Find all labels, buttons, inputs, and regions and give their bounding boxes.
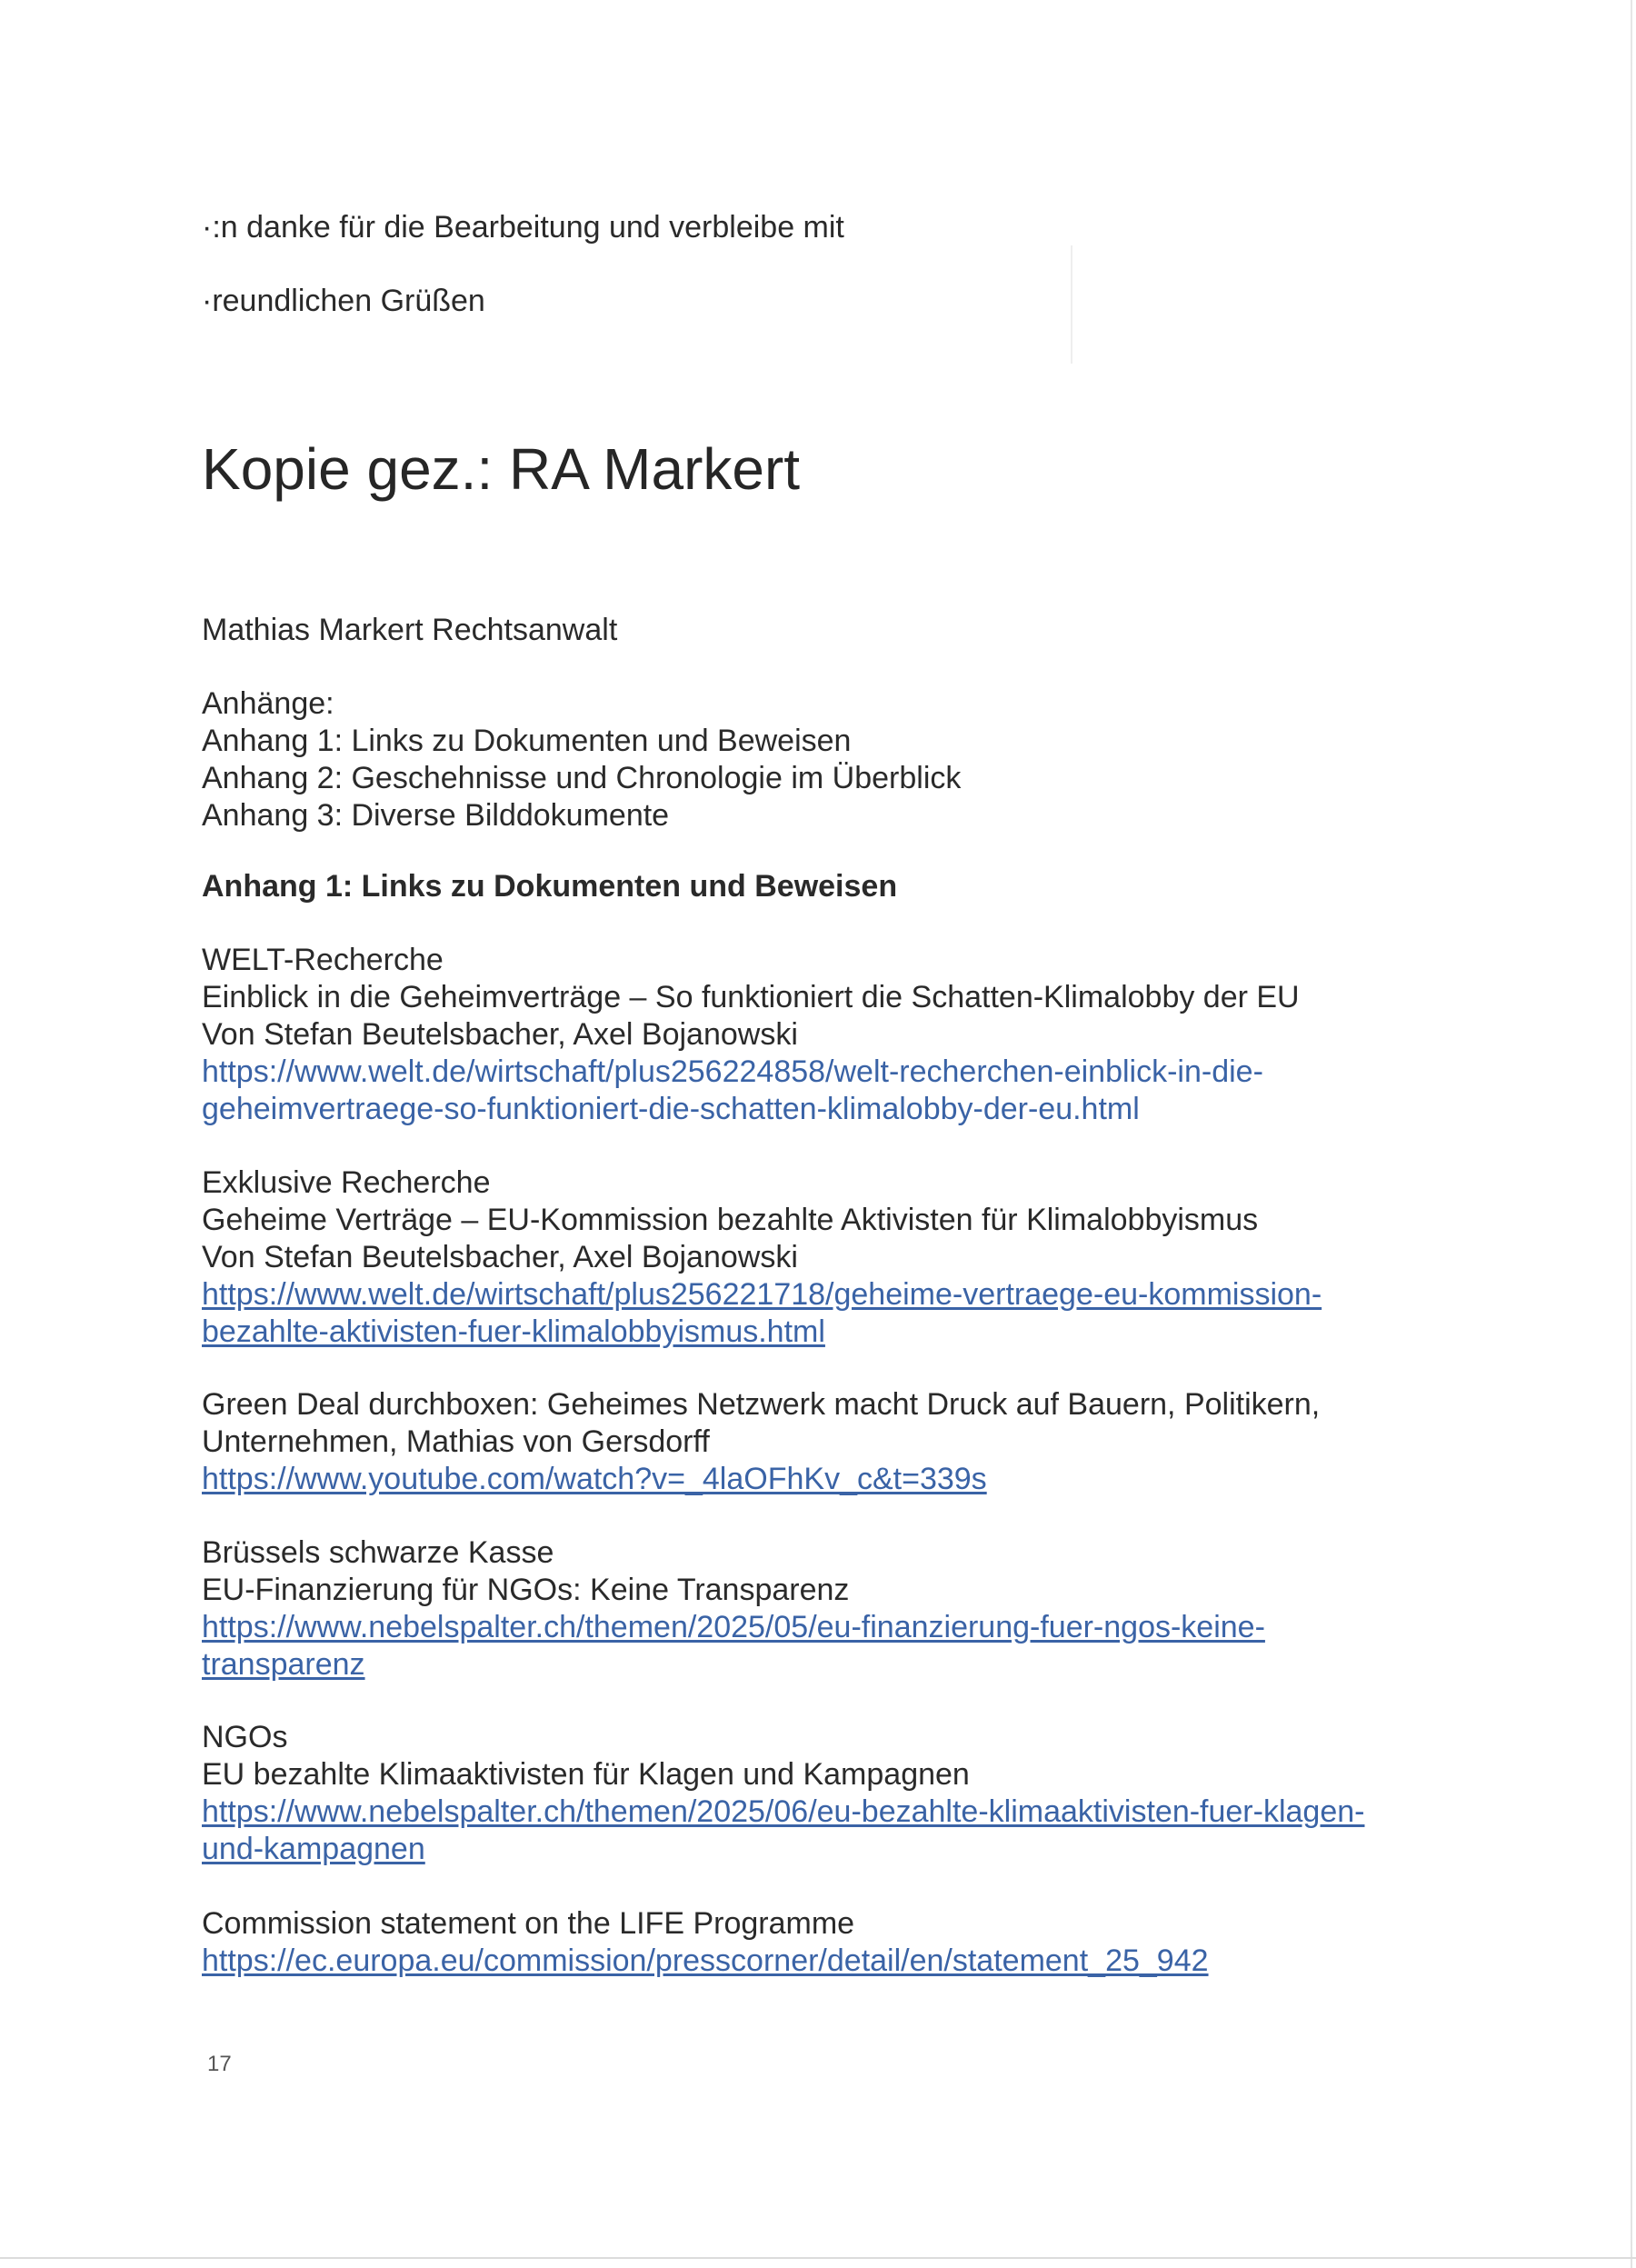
entry-url[interactable]: und-kampagnen	[202, 1832, 425, 1866]
attachment-item: Anhang 2: Geschehnisse und Chronologie im Überblick	[202, 761, 962, 795]
entry-url[interactable]: https://www.nebelspalter.ch/themen/2025/06/eu-bezahlte-klimaaktivisten-fuer-klagen-	[202, 1794, 1365, 1829]
entry-line: NGOs	[202, 1720, 288, 1754]
entry-line: Unternehmen, Mathias von Gersdorff	[202, 1424, 710, 1459]
entry-url[interactable]: https://www.welt.de/wirtschaft/plus256221718/geheime-vertraege-eu-kommission-	[202, 1277, 1322, 1312]
entry-line: WELT-Recherche	[202, 943, 444, 977]
copy-signature: Kopie gez.: RA Markert	[202, 436, 801, 502]
entry-line: Geheime Verträge – EU-Kommission bezahlte Aktivisten für Klimalobbyismus	[202, 1203, 1259, 1237]
entry-url[interactable]: https://www.welt.de/wirtschaft/plus256224858/welt-recherchen-einblick-in-die-	[202, 1054, 1263, 1089]
attachment-item: Anhang 3: Diverse Bilddokumente	[202, 798, 670, 833]
entry-url[interactable]: geheimvertraege-so-funktioniert-die-schatten-klimalobby-der-eu.html	[202, 1092, 1140, 1126]
entry-url[interactable]: bezahlte-aktivisten-fuer-klimalobbyismus.html	[202, 1314, 825, 1349]
entry-url[interactable]: https://www.youtube.com/watch?v=_4laOFhKv_c&t=339s	[202, 1462, 987, 1496]
entry-line: Brüssels schwarze Kasse	[202, 1535, 554, 1570]
annex1-heading: Anhang 1: Links zu Dokumenten und Beweisen	[202, 869, 898, 904]
signatory: Mathias Markert Rechtsanwalt	[202, 613, 618, 647]
entry-line: EU bezahlte Klimaaktivisten für Klagen und Kampagnen	[202, 1757, 970, 1792]
attachments-heading: Anhänge:	[202, 686, 334, 721]
page-number: 17	[207, 2052, 232, 2076]
scan-edge-right	[1631, 0, 1632, 2268]
closing-line-2: ·reundlichen Grüßen	[202, 284, 485, 318]
scan-artifact-line	[1071, 245, 1072, 364]
attachment-item: Anhang 1: Links zu Dokumenten und Beweisen	[202, 724, 852, 758]
entry-url[interactable]: https://www.nebelspalter.ch/themen/2025/05/eu-finanzierung-fuer-ngos-keine-	[202, 1610, 1265, 1644]
entry-line: Einblick in die Geheimverträge – So funktioniert die Schatten-Klimalobby der EU	[202, 980, 1300, 1014]
closing-line-1: ·:n danke für die Bearbeitung und verbleibe mit	[202, 210, 844, 245]
entry-url[interactable]: https://ec.europa.eu/commission/presscorner/detail/en/statement_25_942	[202, 1943, 1209, 1978]
entry-line: Commission statement on the LIFE Programme	[202, 1906, 855, 1941]
entry-line: Exklusive Recherche	[202, 1165, 491, 1200]
entry-line: Green Deal durchboxen: Geheimes Netzwerk macht Druck auf Bauern, Politikern,	[202, 1387, 1321, 1422]
scan-edge-bottom	[0, 2257, 1636, 2259]
entry-url[interactable]: transparenz	[202, 1647, 365, 1682]
entry-line: EU-Finanzierung für NGOs: Keine Transparenz	[202, 1573, 850, 1607]
entry-line: Von Stefan Beutelsbacher, Axel Bojanowski	[202, 1240, 798, 1274]
entry-line: Von Stefan Beutelsbacher, Axel Bojanowski	[202, 1017, 798, 1052]
